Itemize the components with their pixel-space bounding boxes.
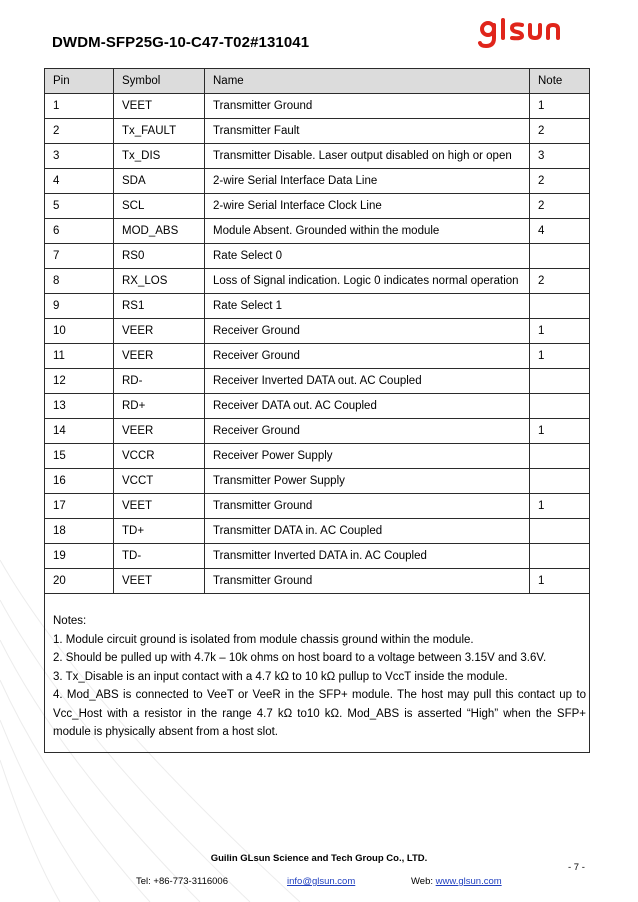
document-title: DWDM-SFP25G-10-C47-T02#131041 <box>52 34 310 51</box>
cell-symbol: MOD_ABS <box>114 219 205 244</box>
cell-note: 1 <box>530 569 590 594</box>
footer-email-container <box>287 876 355 887</box>
table-row <box>45 169 590 194</box>
table-row <box>45 119 590 144</box>
cell-symbol: VEET <box>114 94 205 119</box>
cell-pin: 3 <box>45 144 114 169</box>
cell-note: 2 <box>530 194 590 219</box>
table-row <box>45 294 590 319</box>
cell-pin: 7 <box>45 244 114 269</box>
column-header-note: Note <box>530 69 590 94</box>
column-header-name: Name <box>205 69 530 94</box>
cell-name: Transmitter DATA in. AC Coupled <box>205 519 530 544</box>
cell-pin: 2 <box>45 119 114 144</box>
cell-name: 2-wire Serial Interface Data Line <box>205 169 530 194</box>
column-header-symbol: Symbol <box>114 69 205 94</box>
footer-web-label: Web: <box>411 876 434 887</box>
pin-definition-table <box>44 68 590 753</box>
table-row <box>45 344 590 369</box>
cell-pin: 14 <box>45 419 114 444</box>
cell-pin: 1 <box>45 94 114 119</box>
cell-pin: 8 <box>45 269 114 294</box>
table-row <box>45 469 590 494</box>
cell-symbol: Tx_DIS <box>114 144 205 169</box>
cell-pin: 15 <box>45 444 114 469</box>
cell-note: 4 <box>530 219 590 244</box>
cell-note <box>530 369 590 394</box>
note-item: 1. Module circuit ground is isolated from module chassis ground within the module. <box>53 633 474 646</box>
cell-pin: 13 <box>45 394 114 419</box>
cell-symbol: RS1 <box>114 294 205 319</box>
cell-symbol: TD+ <box>114 519 205 544</box>
cell-note <box>530 294 590 319</box>
cell-pin: 18 <box>45 519 114 544</box>
cell-name: Receiver Power Supply <box>205 444 530 469</box>
cell-symbol: RD+ <box>114 394 205 419</box>
table-header-row <box>45 69 590 94</box>
cell-name: Module Absent. Grounded within the module <box>205 219 530 244</box>
cell-note <box>530 444 590 469</box>
page-number: - 7 - <box>568 862 585 873</box>
note-item: 2. Should be pulled up with 4.7k – 10k ohms on host board to a voltage between 3.15V and 3.6V. <box>53 652 547 664</box>
cell-symbol: VEER <box>114 319 205 344</box>
cell-note <box>530 544 590 569</box>
glsun-logo <box>476 16 566 50</box>
cell-note: 1 <box>530 344 590 369</box>
footer-tel: Tel: +86-773-3116006 <box>136 876 228 887</box>
cell-name: Rate Select 0 <box>205 244 530 269</box>
cell-name: Transmitter Ground <box>205 569 530 594</box>
cell-name: Receiver Ground <box>205 344 530 369</box>
table-row <box>45 419 590 444</box>
footer-web-link[interactable]: www.glsun.com <box>435 876 502 887</box>
table-row <box>45 269 590 294</box>
cell-name: 2-wire Serial Interface Clock Line <box>205 194 530 219</box>
table-row <box>45 369 590 394</box>
cell-note: 1 <box>530 494 590 519</box>
cell-pin: 20 <box>45 569 114 594</box>
cell-name: Transmitter Inverted DATA in. AC Coupled <box>205 544 530 569</box>
cell-pin: 19 <box>45 544 114 569</box>
cell-symbol: RS0 <box>114 244 205 269</box>
cell-note <box>530 244 590 269</box>
cell-symbol: RD- <box>114 369 205 394</box>
cell-name: Loss of Signal indication. Logic 0 indicates normal operation <box>205 269 530 294</box>
cell-pin: 11 <box>45 344 114 369</box>
table-row <box>45 194 590 219</box>
table-row <box>45 219 590 244</box>
table-row <box>45 519 590 544</box>
cell-pin: 17 <box>45 494 114 519</box>
cell-note: 2 <box>530 169 590 194</box>
notes-section <box>45 594 590 753</box>
table-row <box>45 394 590 419</box>
cell-pin: 4 <box>45 169 114 194</box>
cell-pin: 9 <box>45 294 114 319</box>
table-row <box>45 319 590 344</box>
cell-note: 2 <box>530 119 590 144</box>
table-row <box>45 444 590 469</box>
cell-pin: 16 <box>45 469 114 494</box>
cell-symbol: VEER <box>114 419 205 444</box>
notes-title: Notes: <box>53 615 87 627</box>
note-item: 3. Tx_Disable is an input contact with a 4.7 kΩ to 10 kΩ pullup to VccT inside the module. <box>53 670 508 683</box>
cell-pin: 10 <box>45 319 114 344</box>
note-item: 4. Mod_ABS is connected to VeeT or VeeR in the SFP+ module. The host may pull this contact up to Vcc_Host with a resistor in the range 4.7 kΩ to10 kΩ. Mod_ABS is asserted “High” when the SFP+ module is physically absent from a host slot. <box>53 689 586 738</box>
cell-note: 2 <box>530 269 590 294</box>
cell-pin: 6 <box>45 219 114 244</box>
cell-name: Transmitter Ground <box>205 494 530 519</box>
cell-symbol: SDA <box>114 169 205 194</box>
notes-row <box>45 594 590 753</box>
table-row <box>45 94 590 119</box>
table-row <box>45 544 590 569</box>
table-row <box>45 144 590 169</box>
cell-name: Transmitter Ground <box>205 94 530 119</box>
cell-note <box>530 394 590 419</box>
cell-note <box>530 469 590 494</box>
table-row <box>45 569 590 594</box>
cell-symbol: VCCR <box>114 444 205 469</box>
cell-note: 1 <box>530 319 590 344</box>
cell-pin: 12 <box>45 369 114 394</box>
table-row <box>45 494 590 519</box>
cell-name: Transmitter Disable. Laser output disabled on high or open <box>205 144 530 169</box>
cell-symbol: VEER <box>114 344 205 369</box>
footer-company: Guilin GLsun Science and Tech Group Co., LTD. <box>210 853 428 864</box>
cell-note: 3 <box>530 144 590 169</box>
cell-name: Transmitter Fault <box>205 119 530 144</box>
column-header-pin: Pin <box>45 69 114 94</box>
cell-note: 1 <box>530 94 590 119</box>
cell-symbol: Tx_FAULT <box>114 119 205 144</box>
cell-note: 1 <box>530 419 590 444</box>
cell-symbol: VCCT <box>114 469 205 494</box>
cell-name: Receiver Inverted DATA out. AC Coupled <box>205 369 530 394</box>
cell-name: Receiver DATA out. AC Coupled <box>205 394 530 419</box>
cell-name: Receiver Ground <box>205 419 530 444</box>
cell-pin: 5 <box>45 194 114 219</box>
footer-web-container <box>411 876 502 887</box>
cell-name: Rate Select 1 <box>205 294 530 319</box>
footer-email-link[interactable]: info@glsun.com <box>287 876 356 887</box>
cell-symbol: SCL <box>114 194 205 219</box>
cell-name: Receiver Ground <box>205 319 530 344</box>
cell-symbol: TD- <box>114 544 205 569</box>
cell-symbol: VEET <box>114 494 205 519</box>
cell-symbol: RX_LOS <box>114 269 205 294</box>
cell-note <box>530 519 590 544</box>
cell-name: Transmitter Power Supply <box>205 469 530 494</box>
cell-symbol: VEET <box>114 569 205 594</box>
table-row <box>45 244 590 269</box>
